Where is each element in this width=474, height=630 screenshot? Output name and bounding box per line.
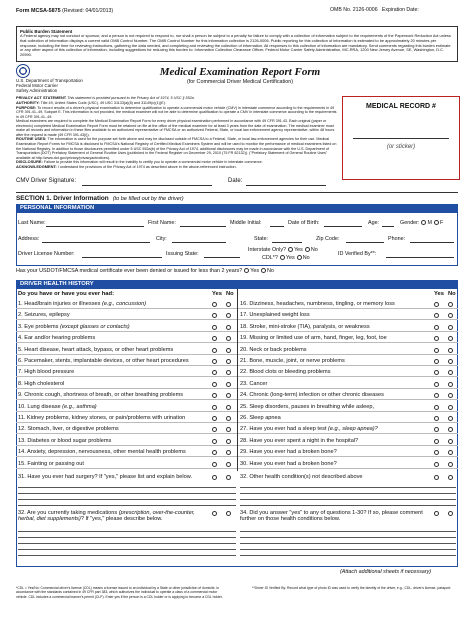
left-no-radio[interactable] — [226, 382, 231, 387]
q32-answer-lines[interactable] — [18, 526, 236, 556]
left-question-row — [16, 346, 237, 355]
left-question-row — [16, 323, 237, 332]
state-label: State: — [254, 236, 269, 242]
right-no-radio[interactable] — [448, 370, 453, 375]
q34-no-radio[interactable] — [448, 511, 453, 516]
cdl-yes-radio[interactable] — [280, 255, 285, 260]
right-no-radio[interactable] — [448, 427, 453, 432]
left-yes-radio[interactable] — [212, 450, 217, 455]
cdl-footnote: *CDL = Yes/No: Commercial driver's license (CDL) means a license issued to an individual by a State or other jurisdiction of domicile, in accordance with the standards contained in 49 CFR part 383, which authorizes the individual to operate a class of a commercial motor vehicle. CDL includes a commercial learner's permit (CLP). Enter yes if the person is a CDL holder or is applying to become a CDL holder. — [16, 586, 223, 599]
q31-yes-radio[interactable] — [212, 475, 217, 480]
left-no-radio[interactable] — [226, 370, 231, 375]
right-no-radio[interactable] — [448, 450, 453, 455]
left-question-row — [16, 368, 237, 377]
right-question-row — [238, 391, 458, 400]
right-question-text: 20. Neck or back problems — [240, 346, 307, 353]
left-no-radio[interactable] — [226, 302, 231, 307]
state-field[interactable] — [272, 242, 302, 243]
question-31: 31. Have you ever had surgery? If "yes," please list and explain below. — [18, 474, 193, 480]
right-no-radio[interactable] — [448, 313, 453, 318]
section-1-heading: SECTION 1. Driver Information (to be filled out by the driver) — [16, 192, 458, 202]
left-no-radio[interactable] — [226, 427, 231, 432]
right-no-radio[interactable] — [448, 405, 453, 410]
right-question-text: 26. Sleep apnea — [240, 415, 281, 421]
right-question-text: 18. Stroke, mini-stroke (TIA), paralysis, or weakness — [240, 323, 370, 330]
right-question-text: 25. Sleep disorders, pauses in breathing while asleep, — [240, 403, 375, 410]
middle-initial-field[interactable] — [270, 226, 284, 227]
right-yes-radio[interactable] — [434, 416, 439, 421]
right-question-text: 21. Bone, muscle, joint, or nerve problems — [240, 358, 345, 364]
medical-record-field[interactable] — [353, 111, 449, 139]
id-verified-footnote: **Driver ID Verified By: Record what type of photo ID was used to verify the identity of the driver, e.g., CDL, driver's license, passport. — [252, 586, 452, 590]
left-question-row — [16, 311, 237, 320]
burden-title: Public Burden Statement — [20, 29, 73, 34]
left-question-text: 13. Diabetes or blood sugar problems — [18, 437, 112, 444]
signature-field[interactable] — [82, 185, 212, 186]
dot-logo — [16, 64, 112, 96]
dob-label: Date of Birth: — [288, 220, 320, 226]
right-question-row — [238, 346, 458, 355]
right-question-row — [238, 380, 458, 389]
right-question-row — [238, 414, 458, 423]
signature-label: CMV Driver Signature: — [16, 178, 77, 184]
right-yes-radio[interactable] — [434, 382, 439, 387]
address-field[interactable] — [42, 242, 150, 243]
left-no-radio[interactable] — [226, 348, 231, 353]
date-label: Date: — [228, 178, 243, 184]
issuing-state-label: Issuing State: — [166, 251, 199, 257]
zip-field[interactable] — [346, 242, 384, 243]
right-yes-radio[interactable] — [434, 348, 439, 353]
left-question-text: 1. Head/brain injuries or illnesses (e.g., concussion) — [18, 301, 147, 307]
age-label: Age: — [368, 220, 380, 226]
issuing-state-field[interactable] — [204, 257, 240, 258]
left-yes-radio[interactable] — [212, 382, 217, 387]
interstate-no-radio[interactable] — [305, 247, 310, 252]
right-no-radio[interactable] — [448, 393, 453, 398]
right-question-row — [238, 357, 458, 366]
question-34: 34. Did you answer "yes" to any of questions 1-30? If so, please comment further on those health conditions below. — [240, 510, 423, 523]
privacy-act-statement: PRIVACY ACT STATEMENT This statement is provided pursuant to the Privacy Act of 1974, 5 USC § 552a. AUTHORITY: Title 49, United States Code (USC), 49 USC 31133(a)(8) and 31149(c)(1)(E). PURPOSE: To record results of a driver's physical examination to determine qualification to operate a commercial motor vehicle (CMV) in interstate commerce according to the requirements in 49 CFR 391.41-.49, Subpart E. This information is not provided, the medical examiner will not be able to determine qualification to operate a CMV in interstate commerce according to the requirements in 49 CFR 391.41-.49. Medical examiners are required to complete the Medical Examination Report Form for every driver physical examination performed in accordance with 49 CFR 391.43. Each original (paper or electronic) completed Medical Examination Report Form must be retained on file at the office of the medical examiner for at least 3 years from the date of examination. The medical examiner must make all records and information in these files available to an authorized representative of FMCSA or an authorized Federal, State, or local law enforcement agency representative, within 48 hours after the request is made (49 CFR 391.43(i)). ROUTINE USES: The information is used for the purpose set forth above and may be disclosed outside of FMCSA to a Federal, State, or local law-enforcement agencies for their use. Medical Examination Report Forms for FMCSA is disclosed to FMCSA's National Registry of Certified Medical Examiners System and will be used to monitor the performance of medical examiners listed on the National Registry. In addition to those disclosures permitted under 5 USC 552a(b) of the Privacy Act of 1974, additional disclosures may be made in accordance with the U.S. Department of Transportation (DOT) Prefatory Statement of General Routine Uses (published in the Federal Register on December 29, 2010 (75 FR 82132)). ("Prefatory Statement of General Routine Uses" available at http://www.dot.gov/privacy/privacyactnotices). DISCLOSURE: Failure to provide this information will result in the inability to certify you to operate a commercial motor vehicle in interstate commerce. ACKNOWLEDGMENT: I understand the provisions of the Privacy Act of 1974 as described above in the above-referenced instruction. — [16, 95, 337, 169]
left-question-row — [16, 448, 237, 457]
right-question-row — [238, 403, 458, 412]
right-no-radio[interactable] — [448, 439, 453, 444]
left-question-text: 3. Eye problems (except glasses or contacts) — [18, 323, 130, 330]
right-no-heading: No — [448, 291, 456, 297]
right-question-row — [238, 300, 458, 309]
left-question-row — [16, 357, 237, 366]
left-yes-radio[interactable] — [212, 439, 217, 444]
attach-sheets-note: (Attach additional sheets if necessary) — [340, 569, 432, 575]
sticker-note: (or sticker) — [386, 144, 416, 151]
dot-seal-icon — [16, 64, 30, 78]
right-question-row — [238, 311, 458, 320]
interstate-yes-radio[interactable] — [288, 247, 293, 252]
question-32: 32. Are you currently taking medications (prescription, over-the-counter, herbal, diet supplements)? If "yes," please describe below. — [18, 510, 195, 523]
right-question-text: 19. Missing or limited use of arm, hand, finger, leg, foot, toe — [240, 335, 387, 342]
left-yes-radio[interactable] — [212, 416, 217, 421]
id-verified-label: ID Verified By**: — [338, 251, 377, 257]
last-name-label: Last Name: — [18, 220, 46, 226]
q33-answer-lines[interactable] — [240, 482, 456, 506]
gender-f-radio[interactable] — [434, 220, 439, 225]
right-yes-radio[interactable] — [434, 302, 439, 307]
cdl-no-radio[interactable] — [297, 255, 302, 260]
left-question-text: 15. Fainting or passing out — [18, 460, 84, 467]
left-question-row — [16, 334, 237, 343]
usdot-yes-radio[interactable] — [244, 268, 249, 273]
left-question-text: 4. Ear and/or hearing problems — [18, 335, 96, 342]
left-yes-radio[interactable] — [212, 370, 217, 375]
left-yes-radio[interactable] — [212, 302, 217, 307]
right-yes-radio[interactable] — [434, 313, 439, 318]
address-label: Address: — [18, 236, 40, 242]
omb-number: OMB No. 2126-0006 Expiration Date: — [330, 7, 419, 13]
right-question-row — [238, 334, 458, 343]
right-yes-radio[interactable] — [434, 359, 439, 364]
usdot-denied-question: Has your USDOT/FMCSA medical certificate ever been denied or issued for less than 2 years? Yes No — [16, 268, 274, 274]
right-question-text: 23. Cancer — [240, 380, 268, 387]
left-yes-radio[interactable] — [212, 393, 217, 398]
question-33: 32. Other health condition(s) not described above — [240, 474, 363, 480]
left-question-text: 10. Lung disease (e.g., asthma) — [18, 403, 97, 410]
left-question-row — [16, 460, 237, 469]
right-no-radio[interactable] — [448, 382, 453, 387]
right-question-row — [238, 460, 458, 469]
cdl-question: CDL*? Yes No — [262, 255, 310, 261]
right-question-text: 29. Have you ever had a broken bone? — [240, 449, 337, 456]
logo-line-2: Federal Motor Carrier — [16, 83, 58, 89]
phone-label: Phone: — [388, 236, 406, 242]
left-yes-heading: Yes — [212, 291, 222, 297]
right-question-text: 22. Blood clots or bleeding problems — [240, 369, 331, 376]
left-no-radio[interactable] — [226, 405, 231, 410]
right-no-radio[interactable] — [448, 462, 453, 467]
right-question-text: 16. Dizziness, headaches, numbness, tingling, or memory loss — [240, 301, 395, 307]
q33-no-radio[interactable] — [448, 475, 453, 480]
driver-health-history-bar: DRIVER HEALTH HISTORY — [16, 280, 458, 289]
right-question-row — [238, 437, 458, 446]
left-question-row — [16, 380, 237, 389]
right-no-radio[interactable] — [448, 336, 453, 341]
left-yes-radio[interactable] — [212, 427, 217, 432]
logo-line-3: Safety Administration — [16, 88, 58, 94]
left-question-text: 14. Anxiety, depression, nervousness, other mental health problems — [18, 449, 186, 456]
id-verified-field[interactable] — [386, 257, 454, 258]
left-no-radio[interactable] — [226, 325, 231, 330]
q34-yes-radio[interactable] — [434, 511, 439, 516]
left-no-heading: No — [226, 291, 234, 297]
left-no-radio[interactable] — [226, 416, 231, 421]
left-yes-radio[interactable] — [212, 313, 217, 318]
right-no-radio[interactable] — [448, 325, 453, 330]
right-yes-radio[interactable] — [434, 405, 439, 410]
city-field[interactable] — [172, 242, 226, 243]
right-question-row — [238, 448, 458, 457]
left-question-text: 2. Seizures, epilepsy — [18, 312, 70, 319]
left-yes-radio[interactable] — [212, 336, 217, 341]
right-yes-radio[interactable] — [434, 450, 439, 455]
form-id: Form MCSA-5875 (Revised: 04/01/2013) — [16, 8, 114, 14]
right-yes-radio[interactable] — [434, 427, 439, 432]
left-yes-radio[interactable] — [212, 462, 217, 467]
left-yes-radio[interactable] — [212, 325, 217, 330]
right-question-text: 30. Have you ever had a broken bone? — [240, 460, 337, 467]
right-no-radio[interactable] — [448, 348, 453, 353]
medical-record-title: MEDICAL RECORD # — [366, 103, 436, 110]
last-name-field[interactable] — [46, 226, 144, 227]
left-question-text: 9. Chronic cough, shortness of breath, or other breathing problems — [18, 392, 184, 399]
right-yes-radio[interactable] — [434, 336, 439, 341]
right-yes-radio[interactable] — [434, 370, 439, 375]
gender-m-radio[interactable] — [421, 220, 426, 225]
left-yes-radio[interactable] — [212, 405, 217, 410]
left-no-radio[interactable] — [226, 359, 231, 364]
left-question-row — [16, 437, 237, 446]
page-subtitle: (for Commercial Driver Medical Certification) — [186, 79, 294, 85]
signature-date-field[interactable] — [246, 185, 326, 186]
left-question-text: 7. High blood pressure — [18, 369, 75, 376]
zip-label: Zip Code: — [316, 236, 340, 242]
middle-initial-label: Middle Initial: — [230, 220, 262, 226]
left-no-radio[interactable] — [226, 313, 231, 318]
usdot-no-radio[interactable] — [261, 268, 266, 273]
first-name-field[interactable] — [180, 226, 226, 227]
right-yes-heading: Yes — [434, 291, 444, 297]
q32-no-radio[interactable] — [226, 511, 231, 516]
left-no-radio[interactable] — [226, 439, 231, 444]
right-question-text: 24. Chronic (long-term) infection or other chronic diseases — [240, 392, 384, 399]
logo-line-1: U.S. Department of Transportation — [16, 78, 83, 83]
right-question-text: 28. Have you ever spent a night in the hospital? — [240, 437, 359, 444]
q34-answer-lines[interactable] — [240, 526, 456, 556]
dob-field[interactable] — [324, 226, 362, 227]
left-yes-radio[interactable] — [212, 348, 217, 353]
first-name-label: First Name: — [148, 220, 176, 226]
left-question-row — [16, 300, 237, 309]
q31-answer-lines[interactable] — [18, 482, 236, 506]
right-yes-radio[interactable] — [434, 439, 439, 444]
left-no-radio[interactable] — [226, 336, 231, 341]
health-question-heading: Do you have or have you ever had: — [18, 291, 114, 297]
left-question-row — [16, 391, 237, 400]
page-title: Medical Examination Report Form — [159, 66, 321, 78]
right-no-radio[interactable] — [448, 416, 453, 421]
gender-label: Gender: M F — [400, 220, 444, 226]
phone-field[interactable] — [410, 242, 454, 243]
left-question-row — [16, 403, 237, 412]
right-no-radio[interactable] — [448, 302, 453, 307]
burden-text: A Federal agency may not conduct or sponsor, and a person is not required to respond to, nor shall a person be subject to a penalty for failure to comply with a collection of information subject to the requirements of the Paperwork Reduction Act unless that collection of information displays a current valid OMB Control Number. The OMB Control Number for this information collection is 2126-0006. Public reporting for this collection of information is estimated to be approximately 20 minutes per response, including the time for reviewing instructions, gathering the data needed, and completing and reviewing the collection of information. All responses to this collection of information are mandatory. Send comments regarding this burden estimate or any other aspect of this collection of information, including suggestions for reducing this burden to: Information Collection Clearance Officer, Federal Motor Carrier Safety Administration, MC-RRA, 1200 New Jersey Avenue, SE, Washington, D.C. 20590. — [20, 33, 451, 58]
right-question-row — [238, 323, 458, 332]
license-label: Driver License Number: — [18, 251, 75, 257]
left-no-radio[interactable] — [226, 450, 231, 455]
age-field[interactable] — [382, 226, 394, 227]
q33-yes-radio[interactable] — [434, 475, 439, 480]
q32-yes-radio[interactable] — [212, 511, 217, 516]
right-question-row — [238, 368, 458, 377]
right-question-text: 17. Unexplained weight loss — [240, 312, 310, 319]
right-no-radio[interactable] — [448, 359, 453, 364]
right-yes-radio[interactable] — [434, 462, 439, 467]
left-question-row — [16, 414, 237, 423]
public-burden-statement — [16, 26, 458, 62]
city-label: City: — [156, 236, 167, 242]
signature-line — [16, 178, 336, 185]
medical-record-box[interactable] — [342, 96, 460, 180]
left-question-text: 11. Kidney problems, kidney stones, or pain/problems with urination — [18, 415, 186, 421]
left-no-radio[interactable] — [226, 393, 231, 398]
right-yes-radio[interactable] — [434, 393, 439, 398]
q31-no-radio[interactable] — [226, 475, 231, 480]
left-yes-radio[interactable] — [212, 359, 217, 364]
left-question-text: 5. Heart disease, heart attack, bypass, or other heart problems — [18, 346, 174, 353]
left-question-text: 6. Pacemaker, stents, implantable devices, or other heart procedures — [18, 358, 189, 364]
left-no-radio[interactable] — [226, 462, 231, 467]
right-question-text: 27. Have you ever had a sleep test (e.g., sleep apnea)? — [240, 426, 378, 433]
left-question-text: 12. Stomach, liver, or digestive problems — [18, 426, 119, 433]
left-question-row — [16, 425, 237, 434]
left-question-text: 8. High cholesterol — [18, 380, 65, 387]
personal-information-bar: PERSONAL INFORMATION — [16, 204, 458, 213]
right-yes-radio[interactable] — [434, 325, 439, 330]
license-field[interactable] — [82, 257, 162, 258]
interstate-only-question: Interstate Only? Yes No — [248, 247, 318, 253]
right-question-row — [238, 425, 458, 434]
